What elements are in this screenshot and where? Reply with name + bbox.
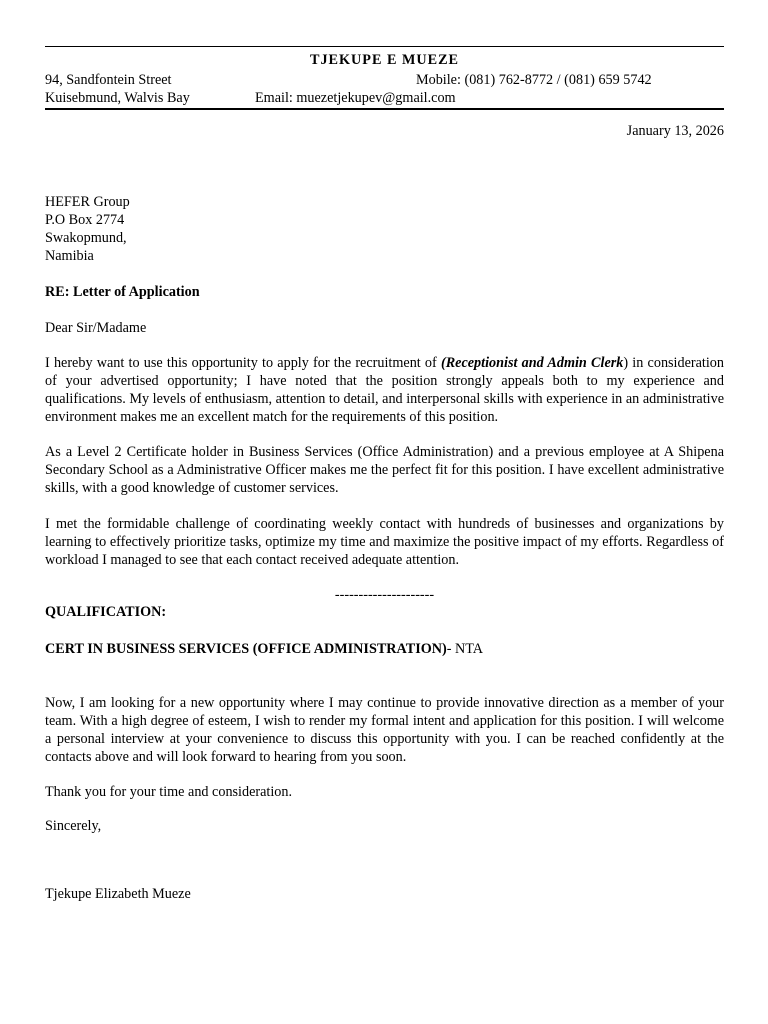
para1-text-start: I hereby want to use this opportunity to apply for the recruitment of xyxy=(45,355,441,371)
header-top-rule xyxy=(45,46,724,47)
recipient-line: HEFER Group xyxy=(45,194,130,210)
recipient-line: Namibia xyxy=(45,248,94,264)
paragraph-2: As a Level 2 Certificate holder in Business Services (Office Administration) and a previous employee at A Shipena Secondary School as a Administrative Officer makes me the perfect fit for this position. I have excellent administrative skills, with a good knowledge of customer services. xyxy=(45,444,724,496)
letter-date: January 13, 2026 xyxy=(626,123,724,139)
signature-name: Tjekupe Elizabeth Mueze xyxy=(45,886,191,902)
paragraph-3: I met the formidable challenge of coordinating weekly contact with hundreds of businesses and organizations by learning to effectively prioritize tasks, optimize my time and maximize the positive impact of my efforts. Regardless of workload I managed to see that each contact received adequate attention. xyxy=(45,516,724,568)
para1-text-end: ) in consideration of your advertised opportunity; I have noted that the position strongly appeals both to my experience and qualifications. My levels of enthusiasm, attention to detail, and interpersonal skills with experience in an administrative environment makes me an excellent match for the requirements of this position. xyxy=(45,355,724,425)
qualification-title: CERT IN BUSINESS SERVICES (OFFICE ADMINISTRATION) xyxy=(45,641,447,657)
recipient-line: P.O Box 2774 xyxy=(45,212,125,228)
paragraph-4: Now, I am looking for a new opportunity where I may continue to provide innovative direction as a member of your team. With a high degree of esteem, I wish to render my formal intent and application for this position. I will welcome a personal interview at your convenience to discuss this opportunity with you. I can be reached confidently at the contacts above and will look forward to hearing from you soon. xyxy=(45,695,724,765)
recipient-address xyxy=(45,193,724,265)
qualification-line xyxy=(45,640,724,658)
header-bottom-rule xyxy=(45,108,724,110)
sender-name: TJEKUPE E MUEZE xyxy=(309,52,459,68)
sender-suburb: Kuisebmund, Walvis Bay xyxy=(45,90,190,106)
para1-open-paren: ( xyxy=(440,355,446,371)
recipient-line: Swakopmund, xyxy=(45,230,127,246)
paragraph-1 xyxy=(45,354,724,426)
thanks-line: Thank you for your time and consideration. xyxy=(45,784,293,800)
section-separator: --------------------- xyxy=(334,587,435,603)
sender-mobile: Mobile: (081) 762-8772 / (081) 659 5742 xyxy=(416,72,652,88)
position-title: Receptionist and Admin Clerk xyxy=(445,355,624,371)
salutation: Dear Sir/Madame xyxy=(45,320,147,336)
subject-line: RE: Letter of Application xyxy=(45,284,200,300)
qualification-heading: QUALIFICATION: xyxy=(45,604,167,620)
sender-street: 94, Sandfontein Street xyxy=(45,72,172,88)
qualification-issuer: - NTA xyxy=(446,641,484,657)
sender-email: Email: muezetjekupev@gmail.com xyxy=(255,90,456,106)
closing: Sincerely, xyxy=(45,818,102,834)
